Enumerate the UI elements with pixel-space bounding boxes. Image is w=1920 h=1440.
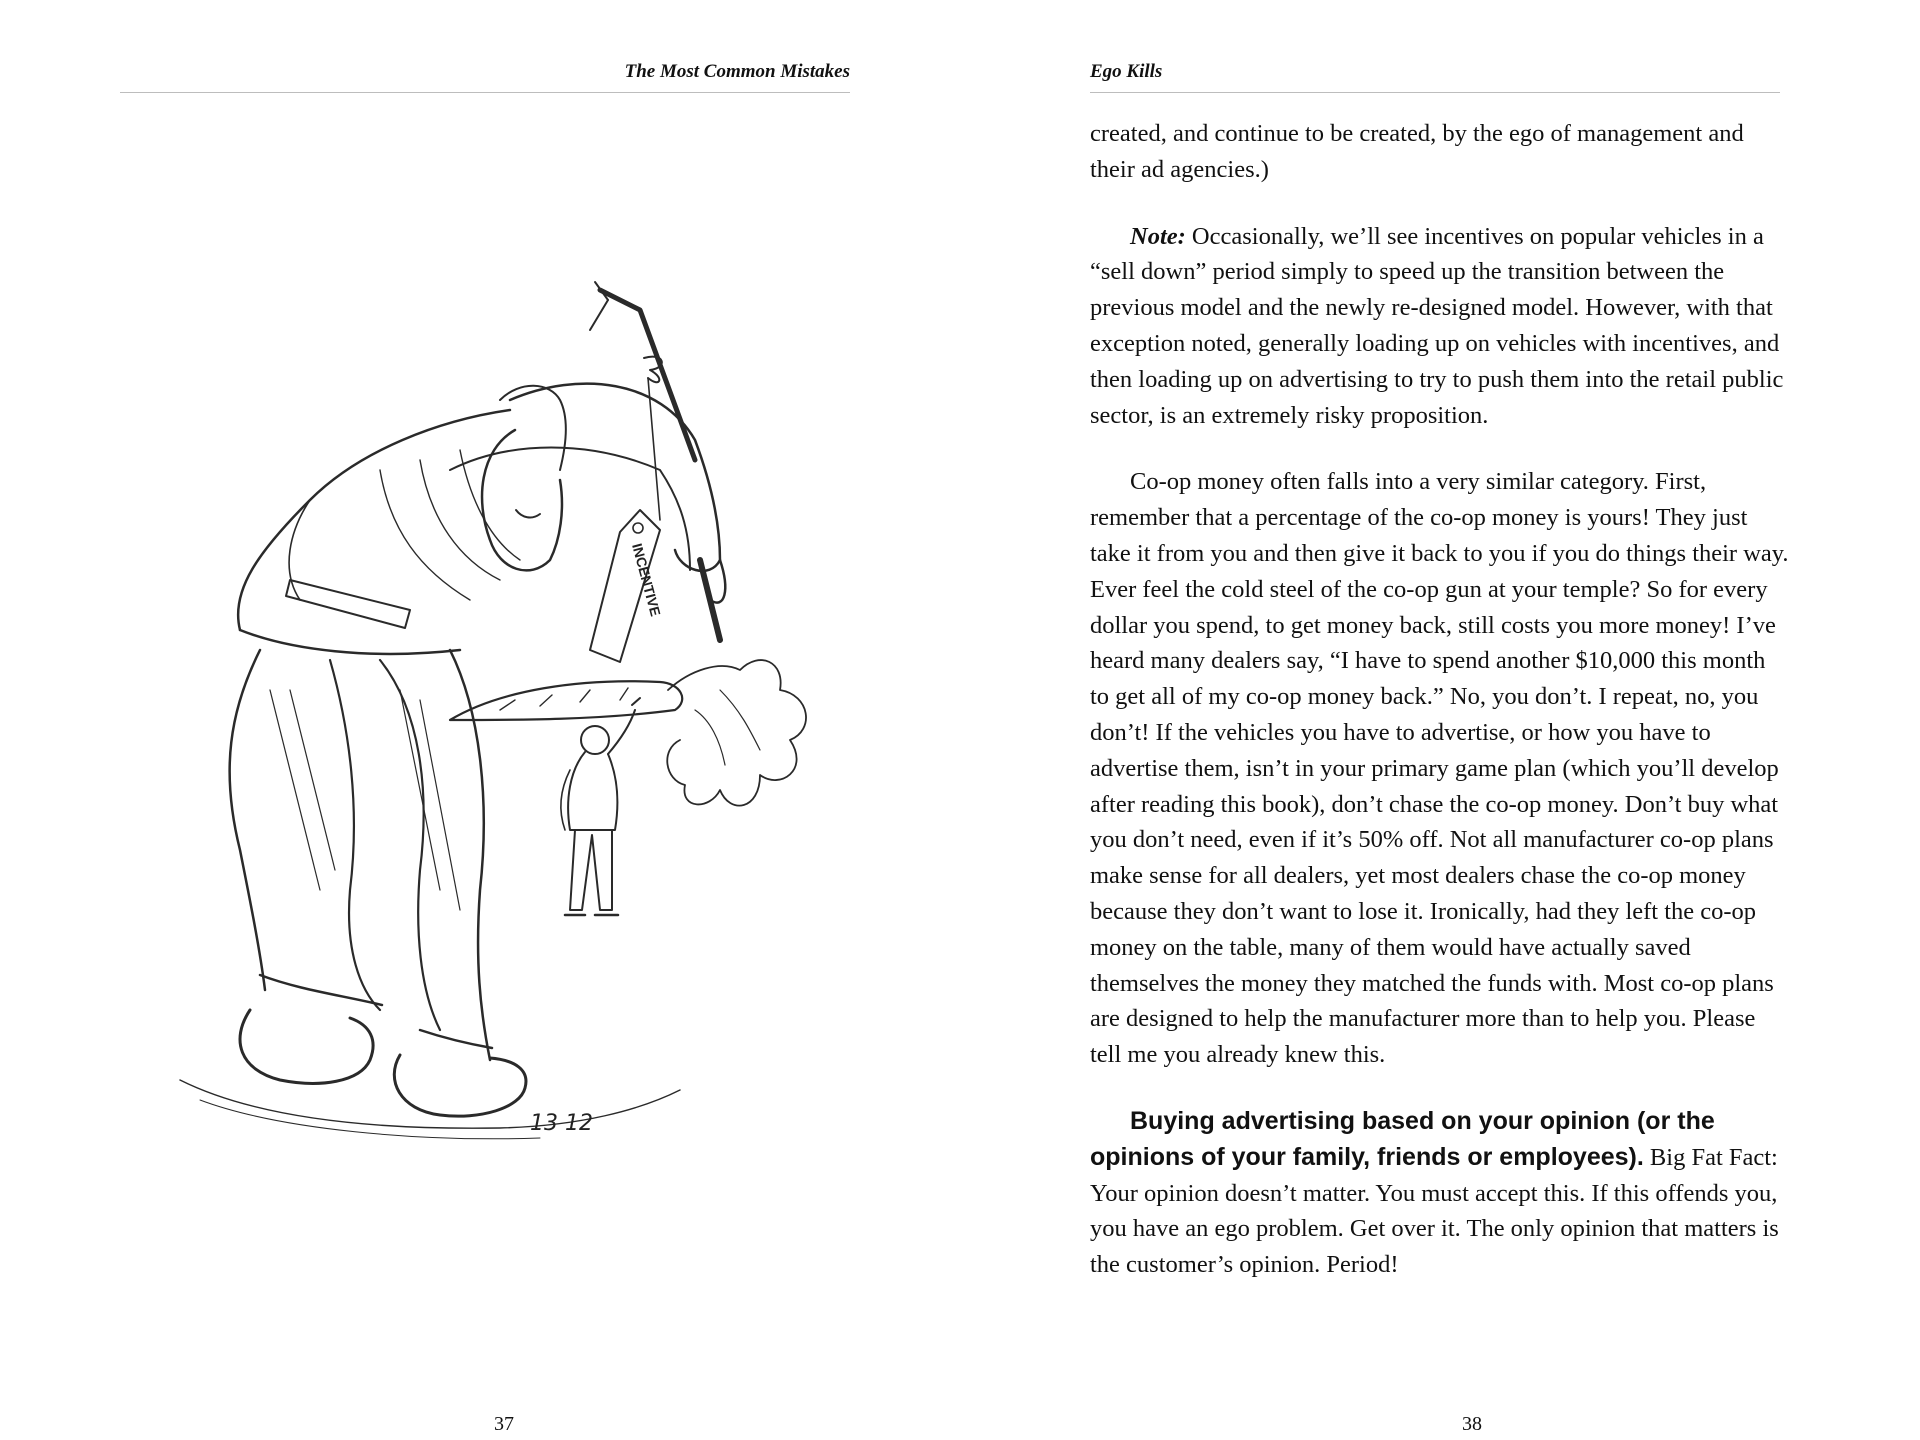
paragraph-text: Co-op money often falls into a very similar category. First, remember that a percentage of the co-op money is yours! They just take it from you and then give it back to you if you do things their way. Ever feel the cold steel of the co-op gun at your temple? So for every dollar you spend, to get money back, still costs you more money! I’ve heard many dealers say, “I have to spend another $10,000 this month to get all of my co-op money back.” No, you don’t. I repeat, no, you don’t! If the vehicles you have to advertise, or how you have to advertise them, isn’t in your primary game plan (which you’ll develop after reading this book), don’t chase the co-op money. Don’t buy what you don’t need, even if it’s 50% off. Not all manufacturer co-op plans make sense for all dealers, yet most dealers chase the co-op money because they don’t want to lose it. Ironically, had they left the co-op money on the table, many of them would have actually saved themselves the money they matched the funds with. Most co-op plans are designed to help the manufacturer more than to help you. Please tell me you already knew this.: [1090, 468, 1789, 1069]
illustration-tag-text: INCENTIVE: [629, 541, 664, 618]
paragraph-continuation: [1090, 116, 1790, 188]
paragraph-text: created, and continue to be created, by the ego of management and their ad agencies.): [1090, 120, 1744, 183]
right-running-head: Ego Kills: [1090, 61, 1163, 82]
paragraph-opinion: [1090, 1104, 1790, 1283]
paragraph-coop: [1090, 464, 1790, 1073]
illustration-carrot-on-stick: [120, 270, 860, 1150]
paragraph-text: Occasionally, we’ll see incentives on popular vehicles in a “sell down” period simply to speed up the transition between the previous model and the newly re-designed model. However, with that exception noted, generally loading up on vehicles with incentives, and then loading up on advertising to try to push them into the retail public sector, is an extremely risky proposition.: [1090, 222, 1784, 429]
section-heading: Buying advertising based on your opinion (or the opinions of your family, friends or employees).: [1090, 1106, 1715, 1171]
right-page-number: 38: [1462, 1413, 1482, 1435]
note-label: Note:: [1130, 222, 1186, 250]
paragraph-text: Big Fat Fact: Your opinion doesn’t matter. You must accept this. If this offends you, you have an ego problem. Get over it. The only opinion that matters is the customer’s opinion. Period!: [1090, 1143, 1779, 1279]
left-running-head: The Most Common Mistakes: [624, 61, 850, 82]
right-header-rule: [1090, 92, 1780, 93]
left-header-rule: [120, 92, 850, 93]
right-page: [960, 0, 1920, 1440]
body-text: [1090, 116, 1790, 1314]
paragraph-note: [1090, 219, 1790, 434]
left-page-number: 37: [494, 1413, 514, 1435]
illustration-signature: 13 12: [530, 1111, 593, 1136]
